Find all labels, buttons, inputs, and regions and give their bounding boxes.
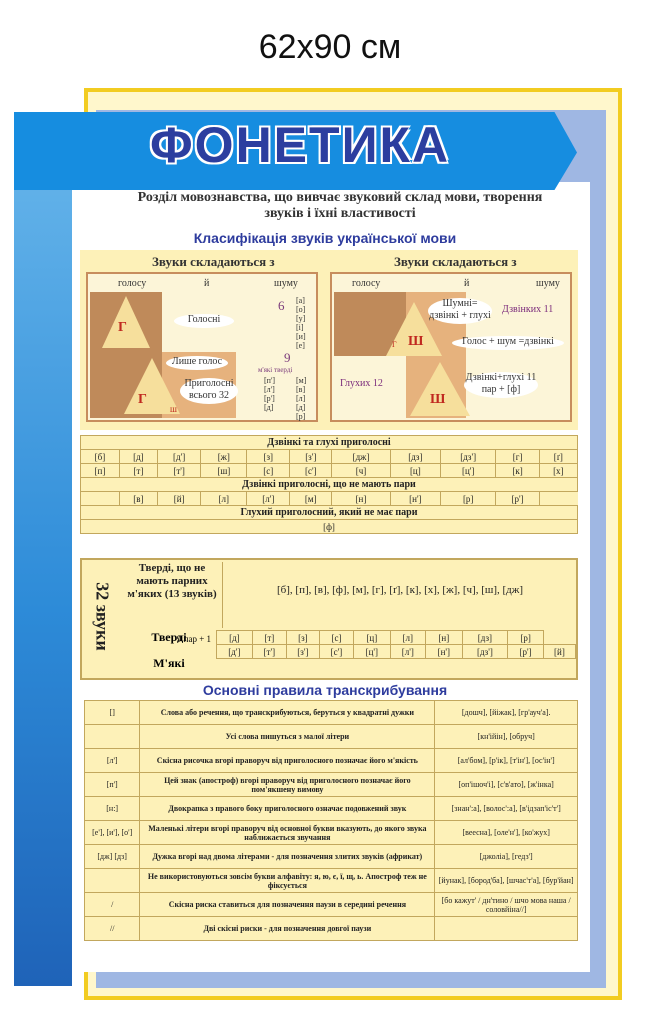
rule-example: [джоліа], [гедз']: [435, 845, 578, 869]
unpaired-cell: [р]: [440, 492, 496, 506]
thirty-two-label: 32 звуки: [92, 582, 113, 651]
right-heading: Звуки складаються з: [394, 254, 517, 269]
vowel-item: [е]: [296, 341, 305, 350]
row-f-cell: [ф]: [81, 520, 578, 534]
count-nine: 9: [284, 350, 291, 365]
pairs-table-wrap: [80, 435, 578, 534]
rule-text: Скісна риска ставиться для позначення паузи в середині речення: [140, 893, 435, 917]
right-letter-sh-top: Ш: [408, 334, 424, 349]
count-vowels: 6: [278, 298, 285, 313]
unpaired-cell: [в]: [119, 492, 157, 506]
poster-size-label: 62х90 см: [258, 28, 402, 66]
soft-cell: [ц']: [354, 645, 390, 659]
oval-noise: Шумні= дзвінкі + глухі: [428, 298, 492, 324]
rule-row: [85, 821, 578, 845]
voice-noise-note: Голос + шум =дзвінкі: [452, 336, 564, 350]
soft-cell: [н']: [426, 645, 462, 659]
voiceless-cell: [х]: [539, 464, 577, 478]
rule-example: [435, 917, 578, 941]
unpaired-cell: [л']: [247, 492, 290, 506]
rules-table-wrap: [84, 700, 578, 941]
classification-title: Класифікація звуків української мови: [193, 230, 457, 246]
soft-row: [217, 645, 576, 659]
voiceless-cell: [с']: [290, 464, 332, 478]
rule-example: [йунак], [бород'ба], [шчас'т'а], [бур'йан]: [435, 869, 578, 893]
rule-text: Дві скісні риски - для позначення довгої паузи: [140, 917, 435, 941]
rule-row: [85, 725, 578, 749]
rule-row: [85, 917, 578, 941]
hard-item: [в]: [296, 385, 306, 394]
voiced-cell: [б]: [81, 450, 120, 464]
vertical-label-wrap: [86, 570, 116, 670]
rule-sign: //: [85, 917, 140, 941]
voiced-cell: [з']: [290, 450, 332, 464]
rules-table: [84, 700, 578, 941]
right-label-voice: голосу: [352, 278, 381, 289]
rule-sign: [85, 869, 140, 893]
voiced-cell: [дз]: [390, 450, 440, 464]
voiced-cell: [дж]: [332, 450, 391, 464]
voiced-cell: [дз']: [440, 450, 496, 464]
rules-title: Основні правила транскрибування: [202, 682, 448, 698]
rule-example: [веесна], [оле'н'], [ко'жух]: [435, 821, 578, 845]
vowel-item: [о]: [296, 305, 306, 314]
right-label-and: й: [464, 278, 470, 289]
voiceless-cell: [с]: [247, 464, 290, 478]
definition-text: Розділ мовознавства, що вивчає звуковий склад мови, творення звуків і їхні властивості: [137, 190, 543, 221]
vowel-item: [у]: [296, 314, 306, 323]
rule-sign: [85, 725, 140, 749]
vowel-item: [и]: [296, 332, 306, 341]
right-letter-sh-bottom: Ш: [430, 392, 446, 407]
hard-cell: [ц]: [354, 631, 390, 645]
sounds-classification-box: [80, 250, 578, 430]
unpaired-cell: [н']: [390, 492, 440, 506]
rule-sign: /: [85, 893, 140, 917]
rule-example: [знан':а], [волос':а], [в'ідзап'іс'т']: [435, 797, 578, 821]
voiced-row: [81, 450, 578, 464]
rule-sign: []: [85, 701, 140, 725]
soft-cell: [л']: [390, 645, 426, 659]
rule-sign: [л']: [85, 749, 140, 773]
rule-example: [оп'ішоч'і], [с'в'ато], [ж'інка]: [435, 773, 578, 797]
voiceless-cell: [т]: [119, 464, 157, 478]
rule-example: [дошч], [йіжак], [гр'ауч'а].: [435, 701, 578, 725]
hard-item: [д]: [296, 403, 306, 412]
soft-hard-label: м'які тверді: [258, 366, 293, 374]
unpaired-cell: [р']: [496, 492, 539, 506]
oval-vowels: Голосні: [174, 314, 234, 328]
rule-sign: [е'], [и'], [о']: [85, 821, 140, 845]
pairs-label: 9 пар + 1: [176, 634, 212, 644]
voiced-cell: [з]: [247, 450, 290, 464]
left-label-noise: шуму: [274, 278, 298, 289]
oval-voice-only: Лише голос: [166, 356, 228, 370]
voiced-cell: [ґ]: [539, 450, 577, 464]
soft-item: [р']: [264, 394, 275, 403]
voiceless-cell: [т']: [157, 464, 200, 478]
hard-cell: [з]: [286, 631, 319, 645]
hard-cell: [т]: [252, 631, 286, 645]
hard-item: [л]: [296, 394, 306, 403]
hard-row: [217, 631, 576, 645]
hard-item: [р]: [296, 412, 306, 421]
hard-cell: [р]: [508, 631, 544, 645]
vowel-item: [і]: [296, 323, 304, 332]
pairs-header-2: Дзвінкі приголосні, що не мають пари: [81, 478, 578, 492]
hard-cell: [д]: [217, 631, 253, 645]
hard-cell: [с]: [319, 631, 353, 645]
left-label-voice: голосу: [118, 278, 147, 289]
rule-row: [85, 773, 578, 797]
rule-row: [85, 701, 578, 725]
rule-row: [85, 845, 578, 869]
voiced-cell: [г]: [496, 450, 539, 464]
hard-soft-table: [216, 630, 576, 659]
soft-cell: [дз']: [462, 645, 508, 659]
unpaired-cell: [н]: [332, 492, 391, 506]
thirty-two-sounds-box: [80, 558, 578, 680]
rule-text: Маленькі літери вгорі праворуч від основної букви вказують, до якого звука наближається звучання: [140, 821, 435, 845]
voiceless-cell: [ц']: [440, 464, 496, 478]
soft-list: [264, 376, 275, 412]
unpaired-cell: [й]: [157, 492, 200, 506]
voiceless-cell: [п]: [81, 464, 120, 478]
voiced-cell: [д']: [157, 450, 200, 464]
soft-cell: [д']: [217, 645, 253, 659]
oval-consonants: Приголосні всього 32: [180, 378, 238, 404]
voiced-cell: [ж]: [201, 450, 247, 464]
hard-label: Тверді: [151, 630, 187, 644]
rule-text: Усі слова пишуться з малої літери: [140, 725, 435, 749]
right-letter-g: Г: [392, 340, 397, 349]
letter-g-bottom: Г: [138, 392, 147, 407]
hard-cell: [дз]: [462, 631, 508, 645]
pairs-header-3: Глухий приголосний, який не має пари: [81, 506, 578, 520]
soft-cell: [с']: [319, 645, 353, 659]
rule-example: [бо кажут' / дн'тино / шчо мова наша / соловйіна//]: [435, 893, 578, 917]
vowels-list: [296, 296, 306, 350]
rule-row: [85, 749, 578, 773]
rule-row: [85, 893, 578, 917]
hard-only-list: [б], [п], [в], [ф], [м], [г], [ґ], [к], [х], [ж], [ч], [ш], [дж]: [276, 584, 524, 596]
voiceless-cell: [ч]: [332, 464, 391, 478]
right-diagram-panel: [330, 272, 572, 422]
left-label-and: й: [204, 278, 210, 289]
voiced-voiceless-note: Дзвінкі+глухі 11 пар + [ф]: [464, 372, 538, 398]
left-heading: Звуки складаються з: [152, 254, 275, 269]
rule-text: Не використовуються зовсім букви алфавіту: я, ю, є, ї, щ, ь. Апостроф теж не фіксується: [140, 869, 435, 893]
right-label-noise: шуму: [536, 278, 560, 289]
rule-sign: [дж] [дз]: [85, 845, 140, 869]
soft-item: [л']: [264, 385, 275, 394]
blue-side-stripe: [14, 150, 72, 986]
empty-cell: [81, 492, 120, 506]
voiceless-count: Глухих 12: [340, 378, 383, 389]
rule-text: Скісна рисочка вгорі праворуч від приголосного позначає його м'якість: [140, 749, 435, 773]
vowel-item: [а]: [296, 296, 305, 305]
rule-sign: [н:]: [85, 797, 140, 821]
voiceless-cell: [к]: [496, 464, 539, 478]
rule-text: Слова або речення, що транскрибуються, беруться у квадратні дужки: [140, 701, 435, 725]
unpaired-row: [81, 492, 578, 506]
soft-item: [д]: [264, 403, 274, 412]
rule-text: Цей знак (апостроф) вгорі праворуч від приголосного позначає його пом'якшену вимову: [140, 773, 435, 797]
hard-cell: [н]: [426, 631, 462, 645]
soft-cell: [й]: [543, 645, 575, 659]
unpaired-cell: [л]: [201, 492, 247, 506]
rule-text: Двокрапка з правого боку приголосного означає подовжений звук: [140, 797, 435, 821]
voiceless-row: [81, 464, 578, 478]
voiced-cell: [д]: [119, 450, 157, 464]
left-diagram-panel: [86, 272, 318, 422]
rule-example: [кн'ійін], [обруч]: [435, 725, 578, 749]
poster-title: ФОНЕТИКА: [150, 117, 451, 173]
voiceless-cell: [ц]: [390, 464, 440, 478]
rule-text: Дужка вгорі над двома літерами - для позначення злитих звуків (африкат): [140, 845, 435, 869]
rule-example: [ал'бом], [р'ік], [т'ін'], [ос'ін']: [435, 749, 578, 773]
pairs-table: [80, 435, 578, 534]
hard-cell: [л]: [390, 631, 426, 645]
letter-sh-small: ш: [170, 404, 177, 414]
pairs-header-1: Дзвінкі та глухі приголосні: [81, 436, 578, 450]
soft-label: М'які: [153, 656, 185, 670]
hard-item: [м]: [296, 376, 307, 385]
soft-cell: [з']: [286, 645, 319, 659]
hard-only-label: Тверді, що не мають парних м'яких (13 звуків): [122, 562, 223, 628]
voiceless-cell: [ш]: [201, 464, 247, 478]
soft-item: [п']: [264, 376, 276, 385]
rule-row: [85, 869, 578, 893]
unpaired-cell: [м]: [290, 492, 332, 506]
voiced-count: Дзвінких 11: [502, 304, 554, 315]
soft-cell: [т']: [252, 645, 286, 659]
letter-g-top: Г: [118, 320, 127, 335]
rule-sign: [п']: [85, 773, 140, 797]
soft-cell: [р']: [508, 645, 544, 659]
rule-row: [85, 797, 578, 821]
hard-list: [296, 376, 306, 421]
